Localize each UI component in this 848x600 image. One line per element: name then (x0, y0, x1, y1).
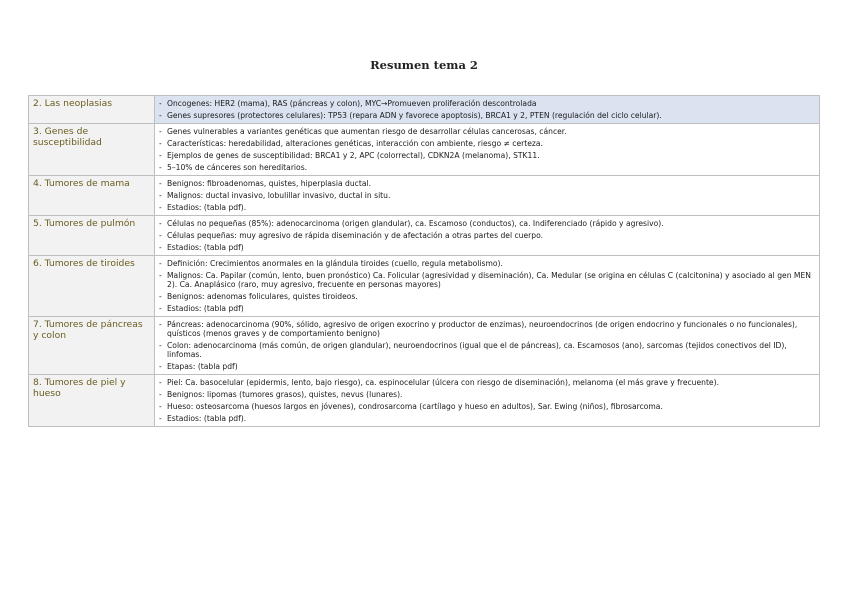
bullet-dash: - (159, 304, 162, 313)
row-content (155, 176, 820, 216)
bullet-text: Piel: Ca. basocelular (epidermis, lento, bajo riesgo), ca. espinocelular (úlcera con riesgo de diseminación), melanoma (el más grave y frecuente). (167, 378, 719, 387)
bullet-dash: - (159, 231, 162, 240)
bullet-text: Benignos: lipomas (tumores grasos), quistes, nevus (lunares). (167, 390, 403, 399)
bullet-text: Características: heredabilidad, alteraciones genéticas, interacción con ambiente, riesgo ≠ certeza. (167, 139, 543, 148)
bullet-dash: - (159, 292, 162, 301)
bullet-item (159, 271, 815, 289)
bullet-item (159, 414, 815, 423)
bullet-item (159, 378, 815, 387)
row-content (155, 216, 820, 256)
bullet-text: Estadios: (tabla pdf) (167, 243, 244, 252)
table-row (29, 256, 820, 317)
bullet-item (159, 231, 815, 240)
bullet-text: Colon: adenocarcinoma (más común, de origen glandular), neuroendocrinos (igual que el de páncreas), ca. Escamosos (ano), sarcomas (tejidos conectivos del ID), linfomas. (167, 341, 787, 359)
bullet-text: Malignos: ductal invasivo, lobulillar invasivo, ductal in situ. (167, 191, 391, 200)
bullet-dash: - (159, 151, 162, 160)
bullet-dash: - (159, 163, 162, 172)
row-topic: 8. Tumores de piel y hueso (29, 375, 155, 427)
bullet-text: Hueso: osteosarcoma (huesos largos en jóvenes), condrosarcoma (cartílago y hueso en adultos), Sar. Ewing (niños), fibrosarcoma. (167, 402, 663, 411)
row-content (155, 124, 820, 176)
summary-table-body (29, 96, 820, 427)
bullet-text: 5–10% de cánceres son hereditarios. (167, 163, 308, 172)
bullet-text: Definición: Crecimientos anormales en la glándula tiroides (cuello, regula metabolismo). (167, 259, 503, 268)
bullet-dash: - (159, 402, 162, 411)
row-content (155, 256, 820, 317)
bullet-text: Estadios: (tabla pdf). (167, 203, 247, 212)
row-topic: 5. Tumores de pulmón (29, 216, 155, 256)
document-title: Resumen tema 2 (370, 58, 478, 72)
bullet-item (159, 402, 815, 411)
bullet-item (159, 151, 815, 160)
bullet-dash: - (159, 179, 162, 188)
bullet-text: Estadios: (tabla pdf). (167, 414, 247, 423)
bullet-dash: - (159, 139, 162, 148)
bullet-text: Páncreas: adenocarcinoma (90%, sólido, agresivo de origen exocrino y productor de enzimas), neuroendocrinos (de origen endocrino y funcionales o no funcionales), quísticos (menos graves y de comportamiento benigno) (167, 320, 798, 338)
table-row (29, 375, 820, 427)
table-row (29, 124, 820, 176)
bullet-dash: - (159, 414, 162, 423)
bullet-dash: - (159, 259, 162, 268)
summary-table (28, 95, 820, 427)
bullet-dash: - (159, 191, 162, 200)
bullet-dash: - (159, 390, 162, 399)
row-content (155, 317, 820, 375)
bullet-dash: - (159, 127, 162, 136)
bullet-item (159, 127, 815, 136)
bullet-text: Malignos: Ca. Papilar (común, lento, buen pronóstico) Ca. Folicular (agresividad y diseminación), Ca. Medular (se origina en células C (calcitonina) y asociado al gen MEN 2). Ca. Anaplásico (raro, muy agresivo, frecuente en personas mayores) (167, 271, 811, 289)
table-row (29, 96, 820, 124)
row-topic: 2. Las neoplasias (29, 96, 155, 124)
bullet-item (159, 292, 815, 301)
table-row (29, 176, 820, 216)
bullet-dash: - (159, 378, 162, 387)
bullet-item (159, 203, 815, 212)
bullet-item (159, 304, 815, 313)
bullet-dash: - (159, 341, 162, 350)
bullet-dash: - (159, 99, 162, 108)
bullet-text: Estadios: (tabla pdf) (167, 304, 244, 313)
bullet-dash: - (159, 362, 162, 371)
bullet-item (159, 320, 815, 338)
row-topic: 6. Tumores de tiroides (29, 256, 155, 317)
bullet-item (159, 191, 815, 200)
bullet-item (159, 163, 815, 172)
bullet-item (159, 341, 815, 359)
bullet-text: Oncogenes: HER2 (mama), RAS (páncreas y colon), MYC→Promueven proliferación descontrolada (167, 99, 537, 108)
row-content (155, 375, 820, 427)
bullet-text: Etapas: (tabla pdf) (167, 362, 238, 371)
bullet-text: Benignos: adenomas foliculares, quistes tiroideos. (167, 292, 358, 301)
row-topic: 3. Genes de susceptibilidad (29, 124, 155, 176)
bullet-item (159, 390, 815, 399)
bullet-item (159, 362, 815, 371)
bullet-dash: - (159, 320, 162, 329)
bullet-text: Células pequeñas: muy agresivo de rápida diseminación y de afectación a otras partes del cuerpo. (167, 231, 544, 240)
bullet-dash: - (159, 243, 162, 252)
bullet-item (159, 111, 815, 120)
bullet-text: Genes supresores (protectores celulares): TP53 (repara ADN y favorece apoptosis), BRCA1 y 2, PTEN (regulación del ciclo celular). (167, 111, 662, 120)
table-row (29, 317, 820, 375)
bullet-dash: - (159, 111, 162, 120)
bullet-item (159, 99, 815, 108)
bullet-item (159, 179, 815, 188)
bullet-text: Genes vulnerables a variantes genéticas que aumentan riesgo de desarrollar células cancerosas, cáncer. (167, 127, 567, 136)
row-topic: 7. Tumores de páncreas y colon (29, 317, 155, 375)
bullet-dash: - (159, 203, 162, 212)
bullet-item (159, 243, 815, 252)
bullet-text: Células no pequeñas (85%): adenocarcinoma (origen glandular), ca. Escamoso (conductos), ca. Indiferenciado (rápido y agresivo). (167, 219, 664, 228)
bullet-dash: - (159, 271, 162, 280)
table-row (29, 216, 820, 256)
bullet-text: Benignos: fibroadenomas, quistes, hiperplasia ductal. (167, 179, 372, 188)
bullet-item (159, 259, 815, 268)
bullet-item (159, 219, 815, 228)
row-topic: 4. Tumores de mama (29, 176, 155, 216)
bullet-text: Ejemplos de genes de susceptibilidad: BRCA1 y 2, APC (colorrectal), CDKN2A (melanoma), STK11. (167, 151, 540, 160)
bullet-item (159, 139, 815, 148)
bullet-dash: - (159, 219, 162, 228)
row-content (155, 96, 820, 124)
